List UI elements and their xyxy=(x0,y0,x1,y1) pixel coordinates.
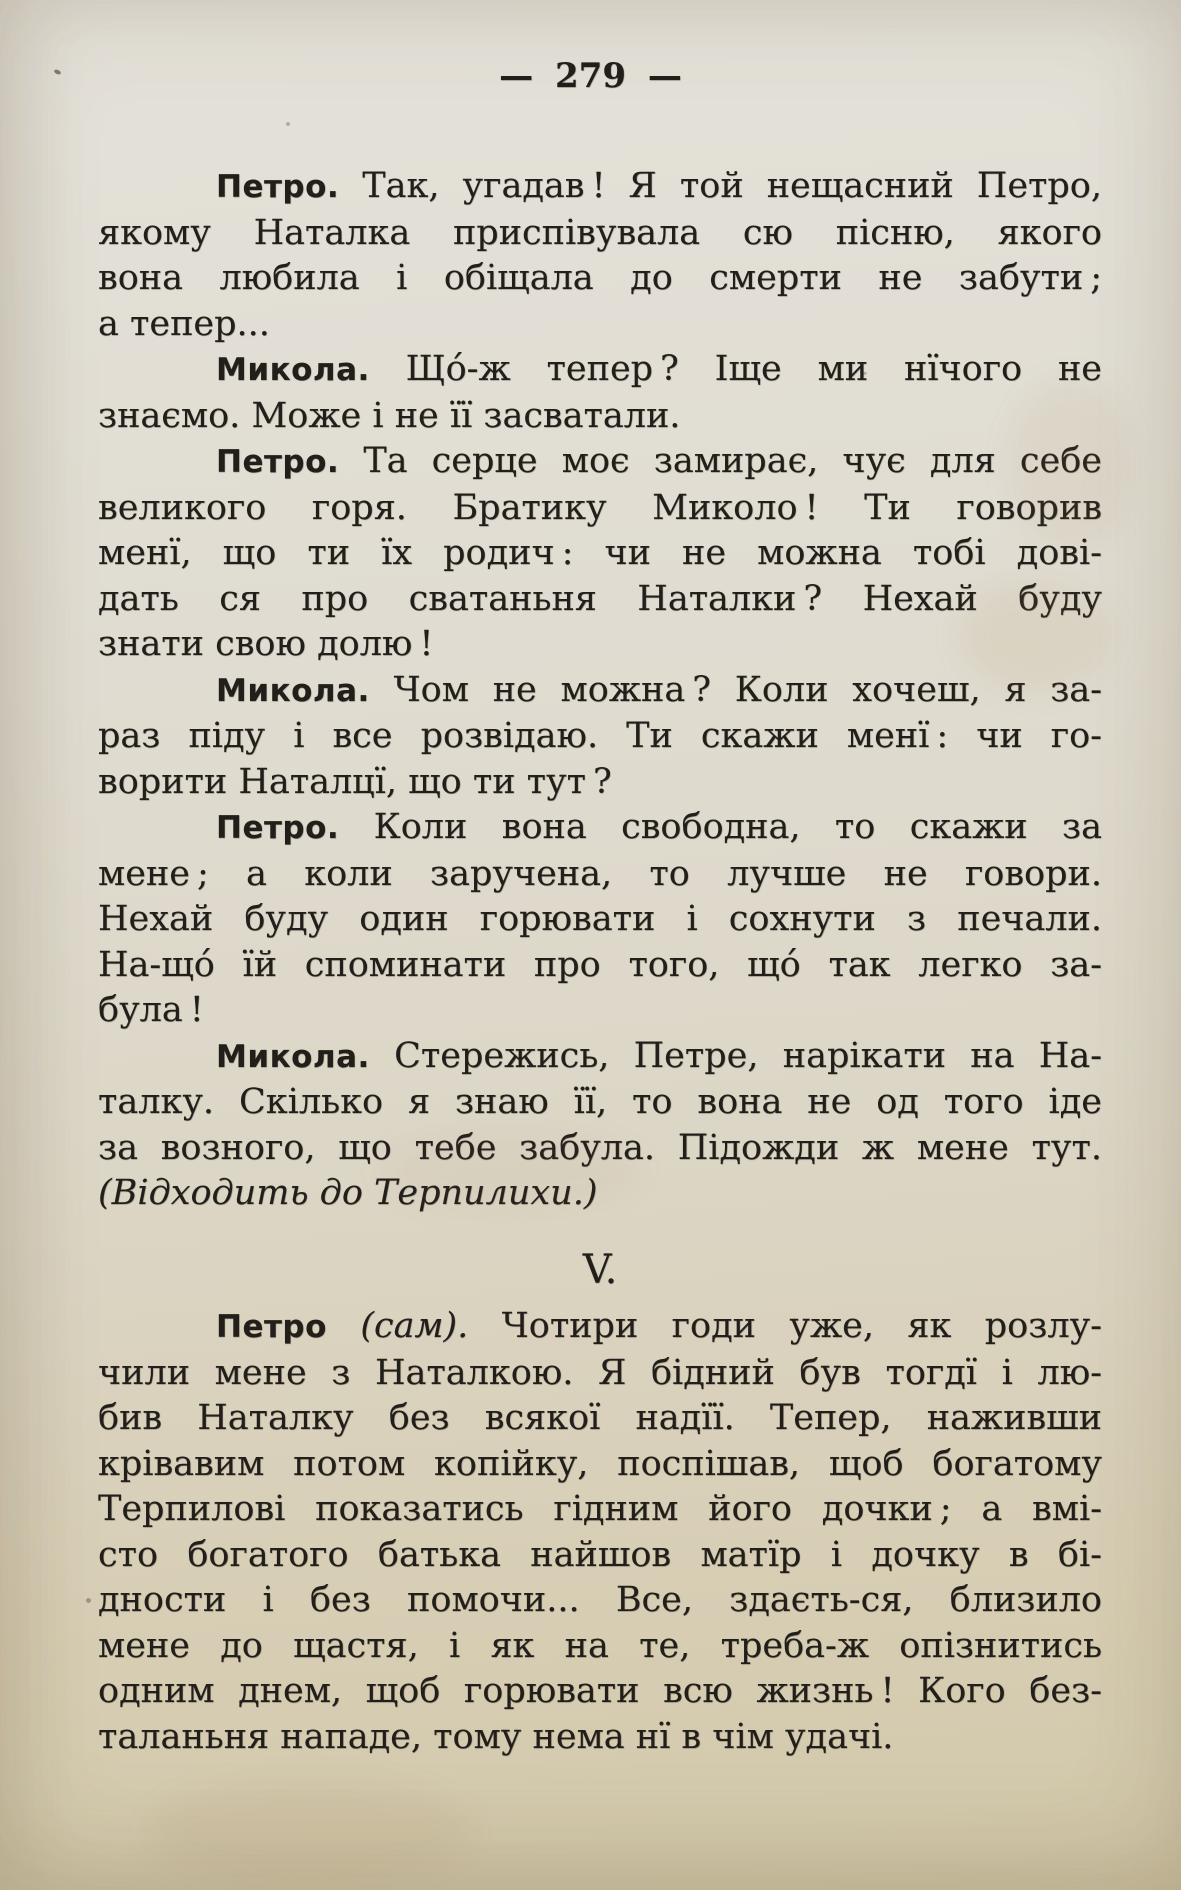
text-line xyxy=(98,486,1102,532)
speaker-name: Микола. xyxy=(216,1038,370,1075)
text-line xyxy=(98,805,1102,852)
dialogue-text: сто богатого батька найшов матїр і дочку в бі- xyxy=(98,1534,1102,1575)
paper-stain xyxy=(1010,380,1130,550)
dialogue-text: знаємо. Може і не її засватали. xyxy=(98,395,681,436)
dialogue-text: а тепер... xyxy=(98,303,270,344)
dialogue-text: раз піду і все розвідаю. Ти скажи менї : чи го- xyxy=(98,716,1102,756)
dialogue-text: Та серце моє замирає, чує для себе xyxy=(339,441,1102,481)
dialogue-text: великого горя. Братику Миколо ! Ти говорив xyxy=(98,487,1102,528)
dialogue-text: мене до щастя, і як на те, треба-ж опізнитись xyxy=(98,1625,1102,1666)
dialogue-text: Терпилові показатись гідним його дочки ; а вмі- xyxy=(98,1489,1102,1529)
text-line xyxy=(98,1715,1102,1761)
text-line xyxy=(98,1533,1102,1579)
dialogue-text: Чом не можна ? Коли хочеш, я за- xyxy=(369,669,1102,710)
text-line xyxy=(98,622,1102,668)
text-line xyxy=(98,164,1102,211)
dialogue-text: менї, що ти їх родич : чи не можна тобі дові- xyxy=(98,533,1102,573)
text-line xyxy=(98,897,1102,943)
stage-direction: (сам). xyxy=(326,1306,469,1346)
dialogue-text: Так, угадав ! Я той нещасний Петро, xyxy=(339,166,1102,206)
text-line xyxy=(98,347,1102,394)
speaker-name: Петро xyxy=(216,1309,327,1345)
stage-direction: (Відходить до Терпилихи.) xyxy=(98,1173,598,1213)
page-number: — 279 — xyxy=(499,56,682,96)
dialogue-text: Нехай буду один горювати і сохнути з печали. xyxy=(98,899,1102,939)
text-line xyxy=(98,211,1102,257)
text-line xyxy=(98,256,1102,302)
text-line xyxy=(98,1034,1102,1081)
speaker-name: Петро. xyxy=(216,444,340,480)
dialogue-text: крівавим потом копійку, поспішав, щоб богатому xyxy=(98,1443,1102,1484)
dialogue-text: знати свою долю ! xyxy=(98,624,434,664)
speaker-name: Микола. xyxy=(216,352,370,388)
paper-stain xyxy=(150,1780,470,1880)
text-line xyxy=(98,531,1102,577)
text-line xyxy=(98,1624,1102,1670)
dialogue-text: дать ся про сватаньня Наталки ? Нехай буду xyxy=(98,578,1102,619)
text-line xyxy=(98,760,1102,806)
text-line xyxy=(98,943,1102,989)
dialogue-text: якому Наталка приспівувала сю пісню, якого xyxy=(98,212,1102,253)
speaker-name: Петро. xyxy=(216,810,340,846)
text-line xyxy=(98,577,1102,623)
paper-speck xyxy=(86,1598,91,1603)
dialogue-text: Стережись, Петре, нарікати на На- xyxy=(369,1035,1102,1076)
dialogue-text: Коли вона свободна, то скажи за xyxy=(339,807,1102,847)
text-line xyxy=(98,852,1102,898)
dialogue-text: Що́-ж тепер ? Іще ми нїчого не xyxy=(369,349,1102,389)
text-line xyxy=(98,439,1102,486)
dialogue-text: дности і без помочи... Все, здаєть-ся, близило xyxy=(98,1580,1102,1620)
text-line xyxy=(98,1396,1102,1442)
dialogue-text: бив Наталку без всякої надїї. Тепер, наживши xyxy=(98,1398,1102,1438)
dialogue-text: вона любила і обіщала до смерти не забути ; xyxy=(98,258,1102,298)
text-line xyxy=(98,1578,1102,1624)
dialogue-text: мене ; а коли заручена, то лучше не говори. xyxy=(98,853,1102,894)
text-line xyxy=(98,714,1102,760)
paper-stain xyxy=(380,1130,640,1210)
speaker-name: Микола. xyxy=(216,672,370,709)
dialogue-text: Чотири годи уже, як розлу- xyxy=(468,1306,1102,1346)
dialogue-text: На-що́ їй споминати про того, що́ так легко за- xyxy=(98,944,1102,985)
text-line xyxy=(98,1487,1102,1533)
text-line xyxy=(98,1351,1102,1397)
speaker-name: Петро. xyxy=(216,169,340,205)
dialogue-text: таланьня нападе, тому нема нї в чім удачі. xyxy=(98,1716,894,1757)
text-block xyxy=(98,164,1102,1760)
text-line xyxy=(98,394,1102,440)
text-line xyxy=(98,302,1102,348)
dialogue-text: була ! xyxy=(98,990,204,1030)
text-line xyxy=(98,988,1102,1034)
dialogue-text: чили мене з Наталкою. Я бідний був тогдї і лю- xyxy=(98,1352,1102,1393)
paper-speck xyxy=(286,122,290,126)
scene-number-heading: V. xyxy=(582,1246,618,1293)
dialogue-text: ворити Наталцї, що ти тут ? xyxy=(98,761,612,802)
text-line xyxy=(98,1080,1102,1126)
text-line xyxy=(98,1442,1102,1488)
text-line xyxy=(98,1304,1102,1351)
dialogue-text: одним днем, щоб горювати всю жизнь ! Кого без- xyxy=(98,1671,1102,1711)
dialogue-text: талку. Скілько я знаю її, то вона не од того іде xyxy=(98,1082,1102,1122)
paper-stain xyxy=(960,580,1110,690)
text-line xyxy=(98,668,1102,715)
dialogue-text: за возного, що тебе забула. Підожди ж мене тут. xyxy=(98,1127,1102,1168)
text-line xyxy=(98,1669,1102,1715)
